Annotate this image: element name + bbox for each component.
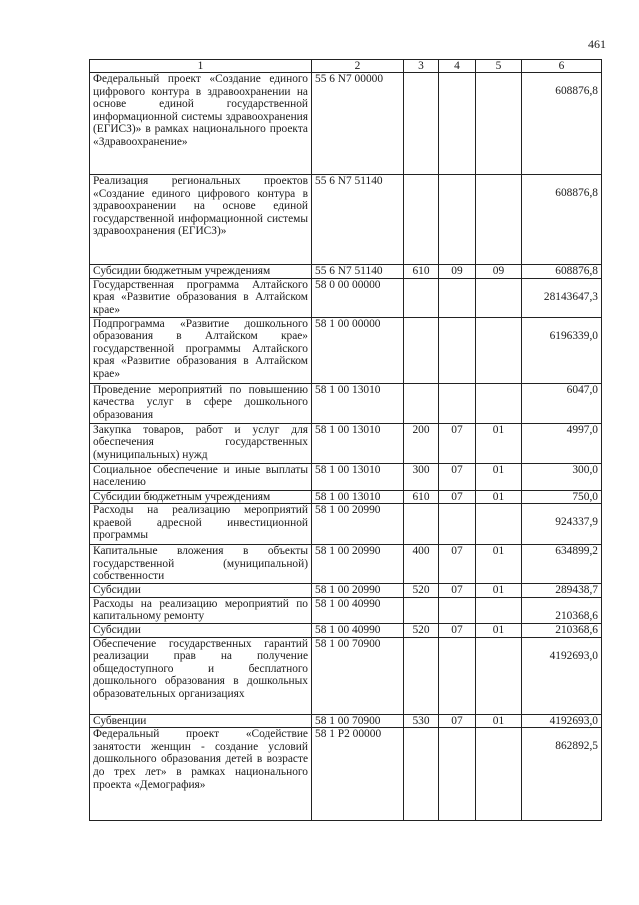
row-col3-cell: [404, 278, 439, 317]
row-col3-cell: [404, 637, 439, 714]
table-row: [90, 490, 602, 504]
row-col5-cell: [476, 597, 522, 623]
table-row: [90, 317, 602, 383]
row-col4-cell: [439, 175, 476, 265]
row-sum-cell: 924337,9: [522, 504, 602, 545]
row-col5-cell: [476, 383, 522, 423]
table-row: [90, 545, 602, 584]
row-sum-cell: 608876,8: [522, 175, 602, 265]
row-col3-cell: [404, 383, 439, 423]
row-name-cell: Федеральный проект «Содействие занятости женщин - создание условий дошкольного образования детей в возрасте до трех лет» в рамках национального проекта «Демография»: [90, 728, 312, 821]
table-row: [90, 463, 602, 490]
row-col3-cell: 610: [404, 265, 439, 279]
row-col4-cell: 07: [439, 623, 476, 637]
row-name-cell: Капитальные вложения в объекты государственной (муниципальной) собственности: [90, 545, 312, 584]
row-col5-cell: [476, 278, 522, 317]
table-row: [90, 637, 602, 714]
row-code-cell: 58 1 00 00000: [312, 317, 404, 383]
row-col4-cell: 07: [439, 463, 476, 490]
row-code-cell: 58 1 00 70900: [312, 637, 404, 714]
row-col5-cell: 01: [476, 714, 522, 728]
row-code-cell: 58 1 00 70900: [312, 714, 404, 728]
row-col5-cell: 01: [476, 463, 522, 490]
row-sum-cell: 608876,8: [522, 265, 602, 279]
row-sum-cell: 862892,5: [522, 728, 602, 821]
row-col3-cell: 530: [404, 714, 439, 728]
column-header: 2: [312, 60, 404, 73]
row-sum-cell: 634899,2: [522, 545, 602, 584]
row-col3-cell: [404, 175, 439, 265]
row-sum-cell: 608876,8: [522, 73, 602, 175]
row-code-cell: 55 6 N7 51140: [312, 265, 404, 279]
row-name-cell: Субсидии бюджетным учреждениям: [90, 490, 312, 504]
row-code-cell: 58 1 00 13010: [312, 490, 404, 504]
row-name-cell: Субсидии бюджетным учреждениям: [90, 265, 312, 279]
table-row: [90, 504, 602, 545]
table-body: [90, 73, 602, 821]
row-sum-cell: 289438,7: [522, 584, 602, 598]
row-col3-cell: [404, 728, 439, 821]
row-col5-cell: [476, 728, 522, 821]
table-row: [90, 728, 602, 821]
row-sum-cell: 4192693,0: [522, 637, 602, 714]
row-code-cell: 58 1 00 20990: [312, 504, 404, 545]
row-col4-cell: 07: [439, 584, 476, 598]
row-col4-cell: 07: [439, 423, 476, 463]
row-code-cell: 58 1 00 13010: [312, 423, 404, 463]
row-name-cell: Государственная программа Алтайского края «Развитие образования в Алтайском крае»: [90, 278, 312, 317]
row-name-cell: Проведение мероприятий по повышению качества услуг в сфере дошкольного образования: [90, 383, 312, 423]
row-col5-cell: 01: [476, 490, 522, 504]
row-sum-cell: 4192693,0: [522, 714, 602, 728]
row-code-cell: 58 0 00 00000: [312, 278, 404, 317]
row-col5-cell: [476, 637, 522, 714]
table-row: [90, 597, 602, 623]
table-row: [90, 714, 602, 728]
row-col5-cell: 01: [476, 623, 522, 637]
row-name-cell: Расходы на реализацию мероприятий по капитальному ремонту: [90, 597, 312, 623]
table-row: [90, 265, 602, 279]
header-row: [90, 60, 602, 73]
row-name-cell: Федеральный проект «Создание единого цифрового контура в здравоохранении на основе единой государственной информационной системы здравоохранения (ЕГИСЗ)» в рамках национального проекта «Здравоохранение»: [90, 73, 312, 175]
row-col5-cell: [476, 175, 522, 265]
table-row: [90, 73, 602, 175]
row-col4-cell: [439, 383, 476, 423]
row-name-cell: Субсидии: [90, 623, 312, 637]
row-col5-cell: 01: [476, 584, 522, 598]
table-row: [90, 623, 602, 637]
row-code-cell: 58 1 00 13010: [312, 383, 404, 423]
row-sum-cell: 300,0: [522, 463, 602, 490]
row-col4-cell: 07: [439, 490, 476, 504]
row-col4-cell: 07: [439, 545, 476, 584]
table-row: [90, 175, 602, 265]
row-name-cell: Субсидии: [90, 584, 312, 598]
table-row: [90, 278, 602, 317]
page-number: 461: [588, 37, 606, 51]
row-name-cell: Субвенции: [90, 714, 312, 728]
column-header: 6: [522, 60, 602, 73]
row-code-cell: 58 1 00 13010: [312, 463, 404, 490]
row-col3-cell: 200: [404, 423, 439, 463]
row-sum-cell: 28143647,3: [522, 278, 602, 317]
row-col5-cell: [476, 73, 522, 175]
table-row: [90, 423, 602, 463]
budget-table: [89, 59, 602, 821]
row-col3-cell: 300: [404, 463, 439, 490]
column-header: 3: [404, 60, 439, 73]
row-col5-cell: 01: [476, 423, 522, 463]
row-col5-cell: 09: [476, 265, 522, 279]
row-col5-cell: 01: [476, 545, 522, 584]
row-col3-cell: [404, 597, 439, 623]
row-col3-cell: 610: [404, 490, 439, 504]
row-col3-cell: 520: [404, 584, 439, 598]
row-name-cell: Расходы на реализацию мероприятий краевой адресной инвестиционной программы: [90, 504, 312, 545]
row-col3-cell: 520: [404, 623, 439, 637]
row-sum-cell: 750,0: [522, 490, 602, 504]
row-name-cell: Закупка товаров, работ и услуг для обеспечения государственных (муниципальных) нужд: [90, 423, 312, 463]
row-col3-cell: [404, 504, 439, 545]
table-row: [90, 383, 602, 423]
row-name-cell: Реализация региональных проектов «Создание единого цифрового контура в здравоохранении на основе единой государственной информационной системы здравоохранения (ЕГИСЗ)»: [90, 175, 312, 265]
row-col4-cell: [439, 278, 476, 317]
row-code-cell: 58 1 00 20990: [312, 584, 404, 598]
row-col5-cell: [476, 317, 522, 383]
column-header: 5: [476, 60, 522, 73]
row-col3-cell: [404, 73, 439, 175]
column-header: 1: [90, 60, 312, 73]
row-col4-cell: [439, 504, 476, 545]
row-col4-cell: [439, 597, 476, 623]
column-header: 4: [439, 60, 476, 73]
row-col4-cell: [439, 637, 476, 714]
row-col4-cell: 09: [439, 265, 476, 279]
row-sum-cell: 4997,0: [522, 423, 602, 463]
row-name-cell: Обеспечение государственных гарантий реализации прав на получение общедоступного и бесплатного дошкольного образования в дошкольных образовательных организациях: [90, 637, 312, 714]
row-code-cell: 58 1 00 20990: [312, 545, 404, 584]
table-row: [90, 584, 602, 598]
row-code-cell: 55 6 N7 51140: [312, 175, 404, 265]
row-col4-cell: [439, 317, 476, 383]
row-col4-cell: 07: [439, 714, 476, 728]
row-name-cell: Социальное обеспечение и иные выплаты населению: [90, 463, 312, 490]
row-sum-cell: 6196339,0: [522, 317, 602, 383]
row-sum-cell: 210368,6: [522, 623, 602, 637]
row-col5-cell: [476, 504, 522, 545]
row-col3-cell: 400: [404, 545, 439, 584]
row-col3-cell: [404, 317, 439, 383]
row-code-cell: 58 1 P2 00000: [312, 728, 404, 821]
row-sum-cell: 6047,0: [522, 383, 602, 423]
row-code-cell: 55 6 N7 00000: [312, 73, 404, 175]
row-name-cell: Подпрограмма «Развитие дошкольного образования в Алтайском крае» государственной программы Алтайского края «Развитие образования в Алтайском крае»: [90, 317, 312, 383]
row-code-cell: 58 1 00 40990: [312, 623, 404, 637]
row-col4-cell: [439, 73, 476, 175]
row-col4-cell: [439, 728, 476, 821]
row-sum-cell: 210368,6: [522, 597, 602, 623]
row-code-cell: 58 1 00 40990: [312, 597, 404, 623]
